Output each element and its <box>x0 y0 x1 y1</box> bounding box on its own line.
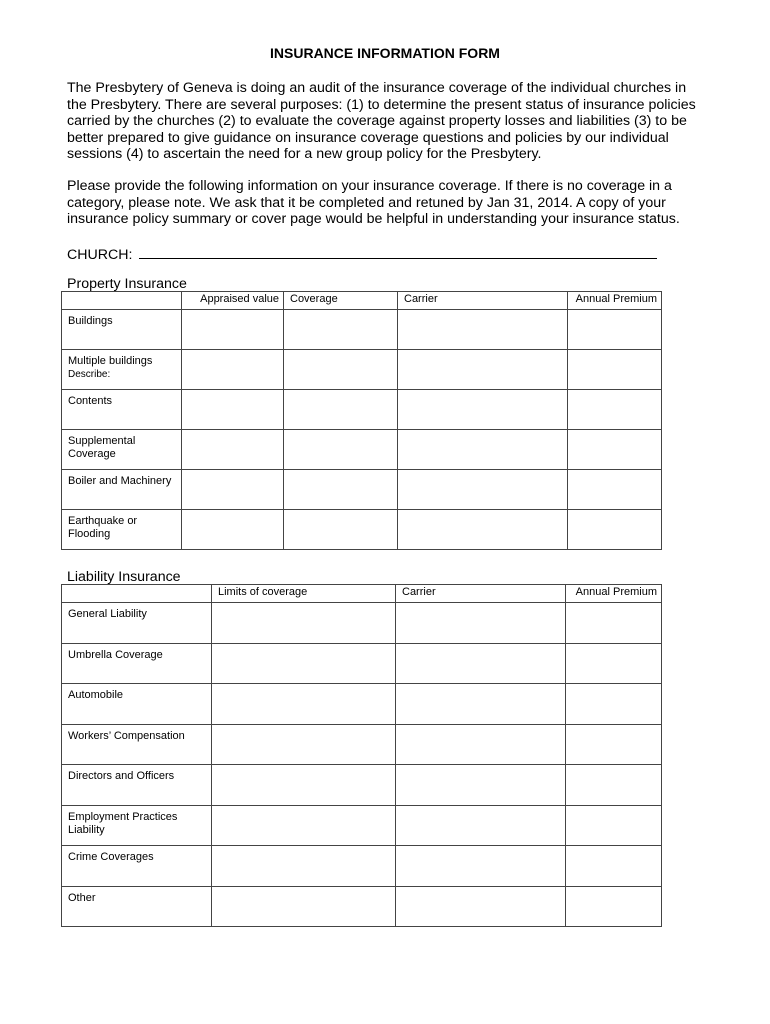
limits-of-coverage-cell[interactable] <box>212 603 396 644</box>
row-label-multiple-buildings: Multiple buildings Describe: <box>62 350 182 390</box>
table-row <box>62 886 662 927</box>
header-annual-premium: Annual Premium <box>566 585 662 603</box>
row-label-contents: Contents <box>62 390 182 430</box>
table-row <box>62 805 662 846</box>
carrier-cell[interactable] <box>396 684 566 725</box>
church-field-row <box>67 244 657 263</box>
table-row <box>62 350 662 390</box>
annual-premium-cell[interactable] <box>566 724 662 765</box>
carrier-cell[interactable] <box>398 350 568 390</box>
limits-of-coverage-cell[interactable] <box>212 684 396 725</box>
table-row <box>62 390 662 430</box>
annual-premium-cell[interactable] <box>568 510 662 550</box>
header-appraised-value: Appraised value <box>182 292 284 310</box>
table-row <box>62 643 662 684</box>
annual-premium-cell[interactable] <box>568 470 662 510</box>
annual-premium-cell[interactable] <box>568 430 662 470</box>
limits-of-coverage-cell[interactable] <box>212 886 396 927</box>
appraised-value-cell[interactable] <box>182 430 284 470</box>
header-coverage: Coverage <box>284 292 398 310</box>
carrier-cell[interactable] <box>396 603 566 644</box>
table-row <box>62 684 662 725</box>
table-row <box>62 765 662 806</box>
carrier-cell[interactable] <box>398 390 568 430</box>
carrier-cell[interactable] <box>398 310 568 350</box>
carrier-cell[interactable] <box>396 805 566 846</box>
appraised-value-cell[interactable] <box>182 390 284 430</box>
coverage-cell[interactable] <box>284 390 398 430</box>
row-label-supplemental-coverage: Supplemental Coverage <box>62 430 182 470</box>
annual-premium-cell[interactable] <box>568 390 662 430</box>
row-label-boiler-machinery: Boiler and Machinery <box>62 470 182 510</box>
table-row <box>62 724 662 765</box>
table-header-row <box>62 292 662 310</box>
row-label-buildings: Buildings <box>62 310 182 350</box>
table-row <box>62 603 662 644</box>
table-row <box>62 510 662 550</box>
carrier-cell[interactable] <box>398 470 568 510</box>
liability-insurance-heading: Liability Insurance <box>67 569 181 585</box>
property-insurance-heading: Property Insurance <box>67 276 187 292</box>
annual-premium-cell[interactable] <box>566 603 662 644</box>
header-limits-of-coverage: Limits of coverage <box>212 585 396 603</box>
header-carrier: Carrier <box>396 585 566 603</box>
table-row <box>62 846 662 887</box>
annual-premium-cell[interactable] <box>566 805 662 846</box>
row-label-umbrella-coverage: Umbrella Coverage <box>62 643 212 684</box>
annual-premium-cell[interactable] <box>568 310 662 350</box>
header-cell-blank <box>62 585 212 603</box>
annual-premium-cell[interactable] <box>566 846 662 887</box>
church-input[interactable] <box>139 244 657 259</box>
row-sublabel-describe: Describe: <box>68 369 111 380</box>
table-row <box>62 310 662 350</box>
header-carrier: Carrier <box>398 292 568 310</box>
coverage-cell[interactable] <box>284 310 398 350</box>
limits-of-coverage-cell[interactable] <box>212 765 396 806</box>
church-label: CHURCH: <box>67 247 133 263</box>
carrier-cell[interactable] <box>396 643 566 684</box>
carrier-cell[interactable] <box>396 886 566 927</box>
row-label-crime-coverages: Crime Coverages <box>62 846 212 887</box>
annual-premium-cell[interactable] <box>568 350 662 390</box>
appraised-value-cell[interactable] <box>182 470 284 510</box>
annual-premium-cell[interactable] <box>566 684 662 725</box>
intro-paragraph: The Presbytery of Geneva is doing an audit of the insurance coverage of the individual churches in the Presbytery. There are several purposes: (1) to determine the present status of insurance policies carried by the churches (2) to evaluate the coverage against property losses and liabilities (3) to be better prepared to give guidance on insurance coverage questions and policies by our individual sessions (4) to ascertain the need for a new group policy for the Presbytery. <box>67 80 696 162</box>
row-label-employment-practices: Employment Practices Liability <box>62 805 212 846</box>
liability-insurance-table <box>61 584 662 927</box>
row-label-general-liability: General Liability <box>62 603 212 644</box>
form-title: INSURANCE INFORMATION FORM <box>270 45 500 61</box>
carrier-cell[interactable] <box>396 724 566 765</box>
header-cell-blank <box>62 292 182 310</box>
table-row <box>62 430 662 470</box>
annual-premium-cell[interactable] <box>566 643 662 684</box>
row-label-other: Other <box>62 886 212 927</box>
header-annual-premium: Annual Premium <box>568 292 662 310</box>
coverage-cell[interactable] <box>284 430 398 470</box>
appraised-value-cell[interactable] <box>182 350 284 390</box>
carrier-cell[interactable] <box>398 430 568 470</box>
appraised-value-cell[interactable] <box>182 310 284 350</box>
annual-premium-cell[interactable] <box>566 886 662 927</box>
carrier-cell[interactable] <box>396 846 566 887</box>
carrier-cell[interactable] <box>396 765 566 806</box>
carrier-cell[interactable] <box>398 510 568 550</box>
row-label-automobile: Automobile <box>62 684 212 725</box>
coverage-cell[interactable] <box>284 350 398 390</box>
annual-premium-cell[interactable] <box>566 765 662 806</box>
row-label-earthquake-flooding: Earthquake or Flooding <box>62 510 182 550</box>
appraised-value-cell[interactable] <box>182 510 284 550</box>
row-label-workers-compensation: Workers’ Compensation <box>62 724 212 765</box>
limits-of-coverage-cell[interactable] <box>212 643 396 684</box>
coverage-cell[interactable] <box>284 470 398 510</box>
coverage-cell[interactable] <box>284 510 398 550</box>
instructions-paragraph: Please provide the following information on your insurance coverage. If there is no coverage in a category, please note. We ask that it be completed and retuned by Jan 31, 2014. A copy of your insurance policy summary or cover page would be helpful in understanding your insurance status. <box>67 178 680 227</box>
table-row <box>62 470 662 510</box>
limits-of-coverage-cell[interactable] <box>212 846 396 887</box>
property-insurance-table <box>61 291 662 550</box>
row-label-directors-officers: Directors and Officers <box>62 765 212 806</box>
table-header-row <box>62 585 662 603</box>
limits-of-coverage-cell[interactable] <box>212 805 396 846</box>
limits-of-coverage-cell[interactable] <box>212 724 396 765</box>
